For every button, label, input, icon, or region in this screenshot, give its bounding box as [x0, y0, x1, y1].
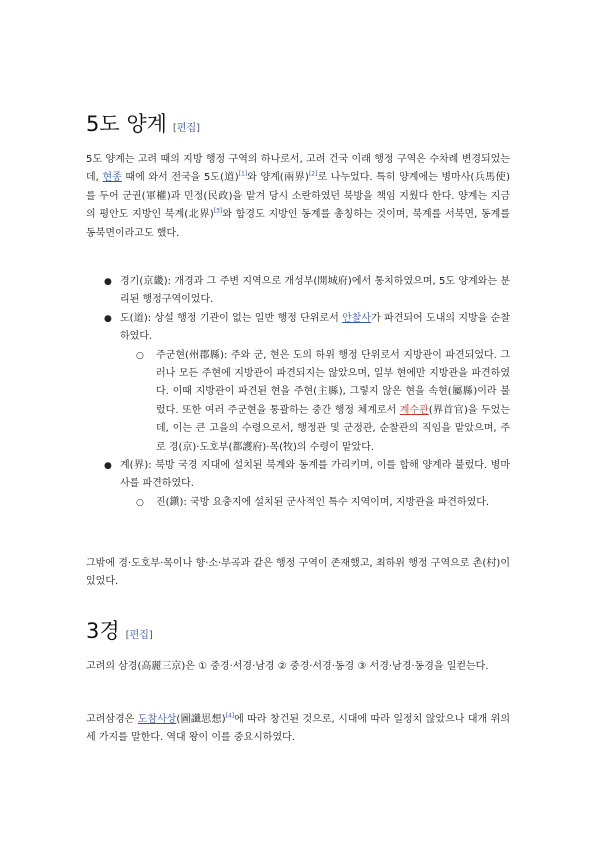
- footnote-ref-4[interactable]: [4]: [225, 712, 235, 720]
- list-item-jugunhyeon: [130, 347, 510, 457]
- text: 때에 와서 전국을 5도(道): [121, 172, 239, 184]
- text: 와 양계(兩界): [247, 172, 309, 184]
- footnote-ref-3[interactable]: [3]: [213, 207, 223, 215]
- text: 고려삼경은: [86, 714, 138, 725]
- edit-section-link[interactable]: [편집]: [125, 630, 153, 641]
- samgyeong-paragraph: 고려의 삼경(高麗三京)은 ① 중경·서경·남경 ② 중경·서경·동경 ③ 서경·남경·동경을 일컫는다.: [86, 661, 489, 672]
- list-item-text: 계(界): 북방 국경 지대에 설치된 북계와 동계를 가리키며, 이를 합해 양계라 불렀다. 병마사를 파견하였다.: [120, 460, 510, 490]
- section-heading-5do-yanggye: [86, 108, 200, 138]
- bullet-icon: ●: [104, 313, 112, 324]
- text: 에 따라 창건된 것으로, 시대에 따라 일정치 않았으나 대개 위의 세 가지를 말한다. 역대 왕이 이를 중요시하였다.: [86, 714, 510, 744]
- text: 로 나누었다. 특히 양계에는 병마사(兵馬使)를 두어 군권(軍權)과 민정(民政)을 맡겨 당시 소란하였던 북방을 책임 지웠다 한다. 양계는 지금의 평안도 지방인 북계(北界): [86, 172, 510, 221]
- edit-section-link[interactable]: [편집]: [172, 123, 201, 134]
- link-gyesugwan[interactable]: 계수관: [399, 404, 429, 416]
- bullet-icon: ●: [104, 277, 112, 287]
- list-item-gye: [86, 457, 510, 512]
- list-item-text: 진(鎭): 국방 요충지에 설치된 군사적인 특수 지역이며, 지방관을 파견하였다.: [156, 496, 490, 508]
- intro-paragraph: [86, 151, 510, 243]
- bullet-icon: ●: [104, 461, 112, 472]
- list-item-jin: [130, 494, 510, 512]
- docham-paragraph: [86, 711, 510, 748]
- list-item-text: 도(道): 상설 행정 기관이 없는 일반 행정 단위로서: [120, 312, 343, 324]
- outro-paragraph: 그밖에 경·도호부·목이나 향·소·부곡과 같은 행정 구역이 존재했고, 최하위 행정 구역으로 촌(村)이 있었다.: [86, 558, 510, 588]
- division-list: [86, 273, 510, 512]
- link-ancharsa[interactable]: 안찰사: [342, 312, 372, 324]
- section-title: 5도 양계: [86, 112, 167, 136]
- edit-link[interactable]: 편집: [176, 123, 197, 134]
- footnote-ref-2[interactable]: [2]: [308, 171, 318, 179]
- circle-bullet-icon: ○: [136, 497, 144, 508]
- text: (圖讖思想): [176, 714, 226, 725]
- list-item-text: 가 파견되어 도내의 지방을 순찰하였다.: [120, 312, 510, 343]
- text: 5도 양계는 고려 때의 지방 행정 구역의 하나로서, 고려 건국 이래 행정 구역은 수차례 변경되었는데,: [86, 154, 510, 184]
- section-heading-3gyeong: [86, 615, 153, 645]
- text: 와 함경도 지방인 동계를 총칭하는 것이며, 북계를 서북면, 동계를 동북면이라고도 했다.: [86, 209, 510, 239]
- list-item-text: (界首官)을 두었는데, 이는 큰 고을의 수령으로서, 행정관 및 군정관, 순찰관의 직임을 맡았으며, 주로 경(京)·도호부(都護府)·목(牧)의 수령이 맡았다.: [156, 404, 510, 453]
- link-dochamsasang[interactable]: 도참사상: [137, 714, 177, 725]
- list-item-do: [86, 310, 510, 457]
- section-title: 3경: [86, 619, 120, 643]
- list-item-text: 경기(京畿): 개경과 그 주변 지역으로 개성부(開城府)에서 통치하였으며, 5도 양계와는 분리된 행정구역이었다.: [120, 276, 510, 306]
- link-hyeonjong[interactable]: 현종: [102, 172, 122, 184]
- list-item-text: 주군현(州郡縣): 주와 군, 현은 도의 하위 행정 단위로서 지방관이 파견되었다. 그러나 모든 주현에 지방관이 파견되지는 않았으며, 일부 현에만 지방관을 파견하였다. 이때 지방관이 파견된 현을 주현(主縣), 그렇지 않은 현을 속현(屬縣)이라 불렀다. 또한 여러 주군현을 통괄하는 중간 행정 체계로서: [156, 349, 510, 416]
- circle-bullet-icon: ○: [136, 350, 144, 361]
- sublist-do: [120, 347, 510, 457]
- footnote-ref-1[interactable]: [1]: [238, 171, 248, 179]
- list-item-gyeonggi: [86, 273, 510, 310]
- edit-link[interactable]: 편집: [129, 630, 149, 641]
- sublist-gye: [120, 494, 510, 512]
